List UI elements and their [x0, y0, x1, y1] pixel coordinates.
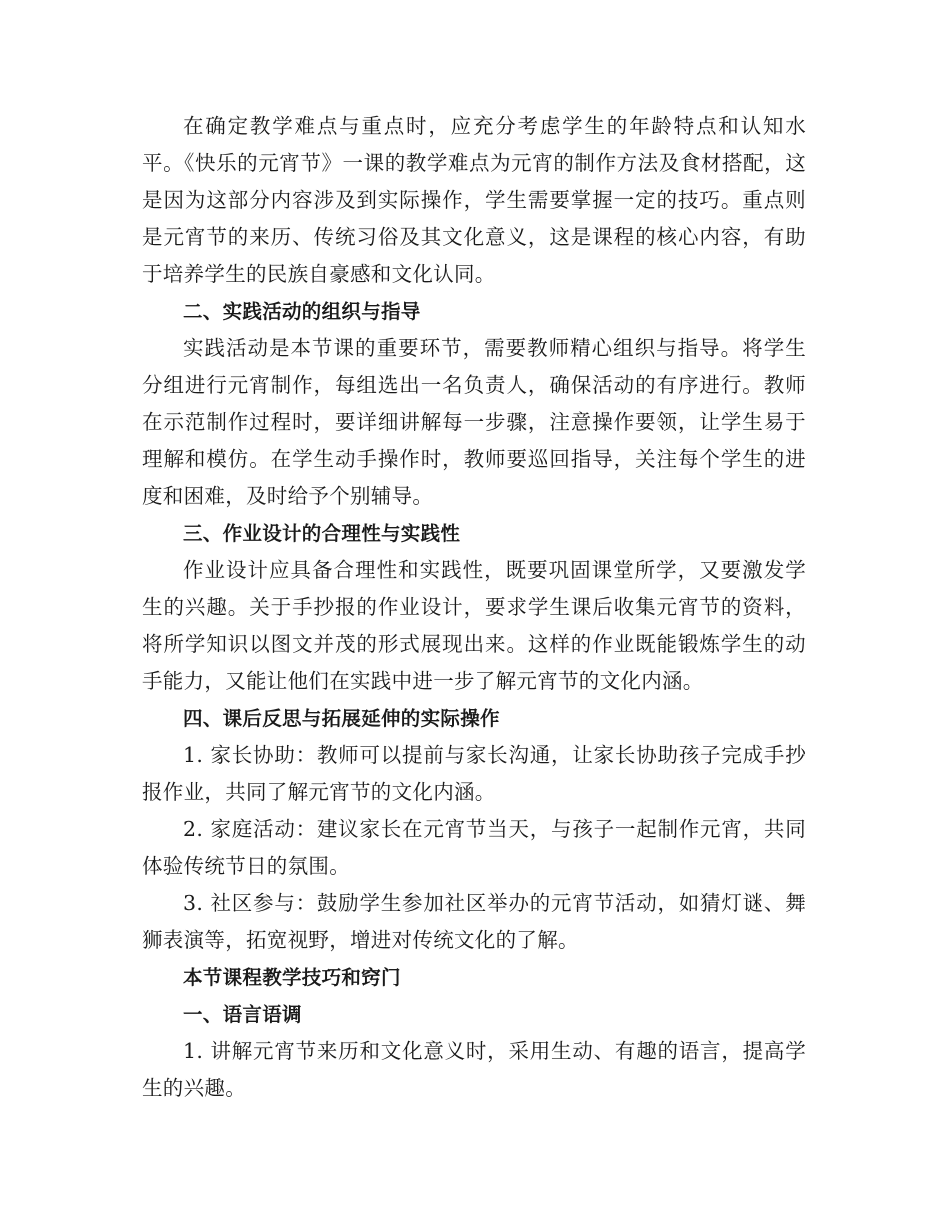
list-item-language: 1. 讲解元宵节来历和文化意义时，采用生动、有趣的语言，提高学生的兴趣。 — [142, 1039, 806, 1100]
paragraph-practice-activity: 实践活动是本节课的重要环节，需要教师精心组织与指导。将学生分组进行元宵制作，每组选出一名负责人，确保活动的有序进行。教师在示范制作过程时，要详细讲解每一步骤，注意操作要领，让学生易于理解和模仿。在学生动手操作时，教师要巡回指导，关注每个学生的进度和困难，及时给予个别辅导。 — [142, 336, 806, 508]
heading-teaching-tips: 本节课程教学技巧和窍门 — [183, 966, 401, 989]
list-item-family-activity: 2. 家庭活动：建议家长在元宵节当天，与孩子一起制作元宵，共同体验传统节日的氛围。 — [142, 817, 806, 878]
list-item-community: 3. 社区参与：鼓励学生参加社区举办的元宵节活动，如猜灯谜、舞狮表演等，拓宽视野，增进对传统文化的了解。 — [142, 891, 806, 952]
heading-practice-activity: 二、实践活动的组织与指导 — [183, 300, 421, 323]
document-body — [142, 108, 806, 1107]
heading-reflection-extension: 四、课后反思与拓展延伸的实际操作 — [183, 707, 500, 730]
heading-homework-design: 三、作业设计的合理性与实践性 — [183, 522, 461, 545]
paragraph-teaching-difficulty: 在确定教学难点与重点时，应充分考虑学生的年龄特点和认知水平。《快乐的元宵节》一课的教学难点为元宵的制作方法及食材搭配，这是因为这部分内容涉及到实际操作，学生需要掌握一定的技巧。重点则是元宵节的来历、传统习俗及其文化意义，这是课程的核心内容，有助于培养学生的民族自豪感和文化认同。 — [142, 114, 806, 286]
heading-language-tone: 一、语言语调 — [183, 1003, 302, 1026]
list-item-parent-help: 1. 家长协助：教师可以提前与家长沟通，让家长协助孩子完成手抄报作业，共同了解元宵节的文化内涵。 — [142, 743, 806, 804]
paragraph-homework-design: 作业设计应具备合理性和实践性，既要巩固课堂所学，又要激发学生的兴趣。关于手抄报的作业设计，要求学生课后收集元宵节的资料，将所学知识以图文并茂的形式展现出来。这样的作业既能锻炼学生的动手能力，又能让他们在实践中进一步了解元宵节的文化内涵。 — [142, 558, 806, 693]
